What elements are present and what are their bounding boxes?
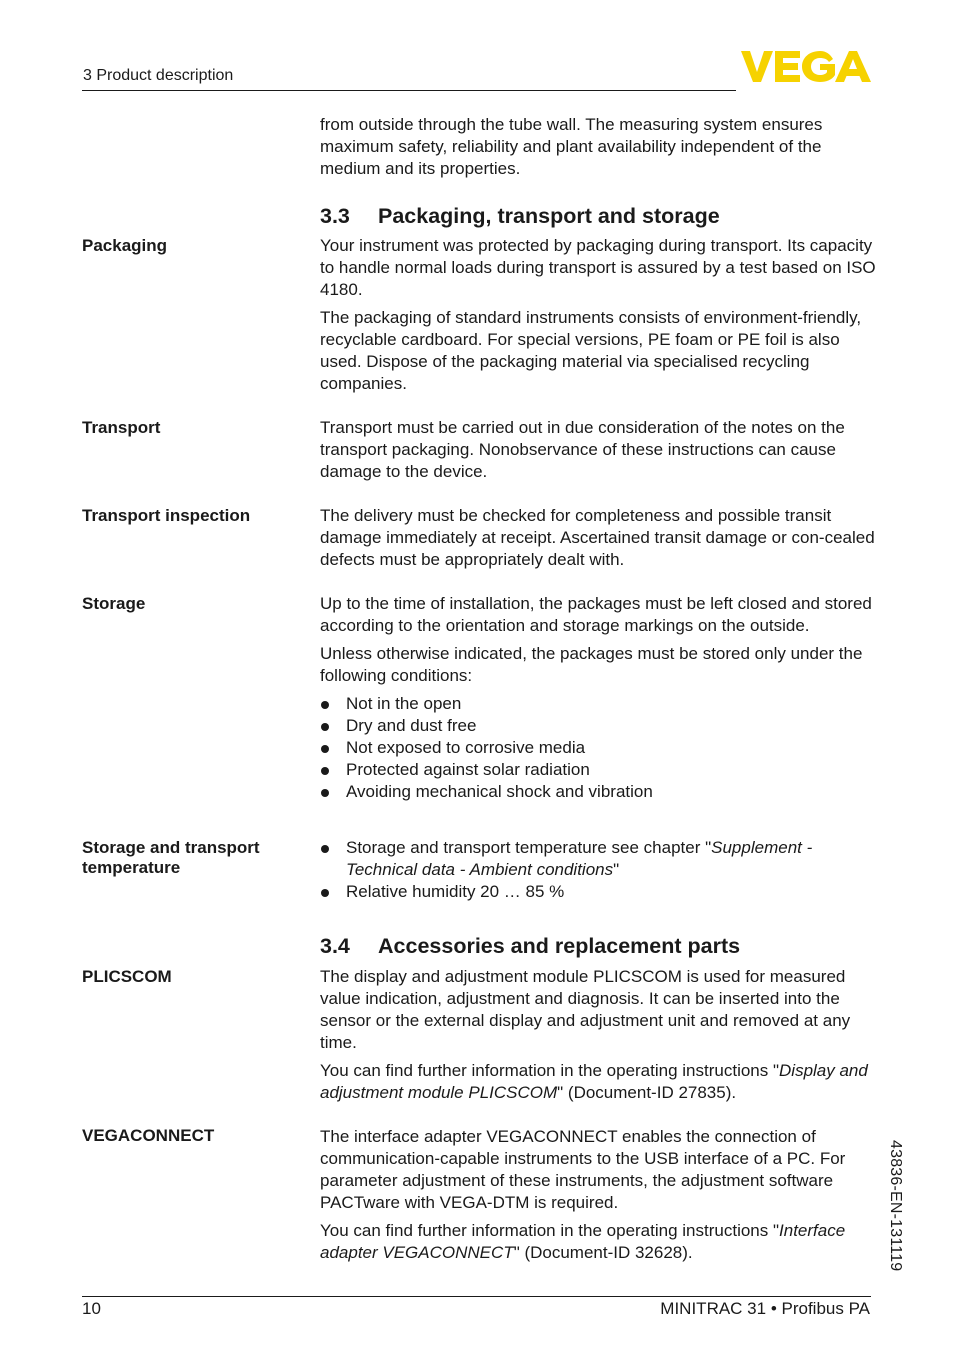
side-label-storage: Storage xyxy=(82,594,146,613)
section-number: 3.3 xyxy=(320,204,350,228)
paragraph: The delivery must be checked for completeness and possible transit damage immediately at receipt. Ascertained transit damage or con-cealed defects must be appropriately dealt with. xyxy=(320,506,875,569)
document-id: 43836-EN-131119 xyxy=(887,1140,904,1272)
vegaconnect-text xyxy=(320,1126,876,1264)
intro-paragraph: from outside through the tube wall. The measuring system ensures maximum safety, reliability and plant availability independent of the medium and its properties. xyxy=(320,115,823,178)
footer-rule xyxy=(82,1296,871,1297)
plicscom-text xyxy=(320,966,876,1104)
storage-text xyxy=(320,593,876,803)
side-label-transport: Transport xyxy=(82,418,161,437)
paragraph: Your instrument was protected by packaging during transport. Its capacity to handle normal loads during transport is assured by a test based on ISO 4180. xyxy=(320,236,876,299)
paragraph: The packaging of standard instruments consists of environment-friendly, recyclable cardboard. For special versions, PE foam or PE foil is also used. Dispose of the packaging material via specialised recycling companies. xyxy=(320,308,862,393)
storage-temperature-text xyxy=(320,837,876,903)
section-title: Packaging, transport and storage xyxy=(378,204,720,228)
side-label-transport-inspection: Transport inspection xyxy=(82,506,251,525)
list-item: Not in the open xyxy=(320,693,876,715)
list-item: Relative humidity 20 … 85 % xyxy=(320,881,876,903)
vega-logo xyxy=(741,50,872,83)
paragraph: You can find further information in the operating instructions "Interface adapter VEGACONNECT" (Document-ID 32628). xyxy=(320,1221,846,1262)
side-label-plicscom: PLICSCOM xyxy=(82,967,172,986)
running-header: 3 Product description xyxy=(83,67,234,84)
paragraph: Up to the time of installation, the packages must be left closed and stored according to the orientation and storage markings on the outside. xyxy=(320,594,872,635)
paragraph: The interface adapter VEGACONNECT enables the connection of communication-capable instruments to the USB interface of a PC. For parameter adjustment of these instruments, the adjustment software PACTware with VEGA-DTM is required. xyxy=(320,1127,846,1212)
paragraph: The display and adjustment module PLICSCOM is used for measured value indication, adjustment and diagnosis. It can be inserted into the sensor or the external display and adjustment unit and removed at any time. xyxy=(320,967,851,1052)
header-rule xyxy=(82,90,736,91)
packaging-text xyxy=(320,235,876,395)
transport-text xyxy=(320,417,876,483)
paragraph: Transport must be carried out in due consideration of the notes on the transport packaging. Nonobservance of these instructions can cause damage to the device. xyxy=(320,418,845,481)
page-number: 10 xyxy=(82,1299,101,1318)
list-item: Storage and transport temperature see chapter "Supplement - Technical data - Ambient conditions" xyxy=(320,837,876,881)
section-heading-3-4 xyxy=(320,934,740,959)
list-item: Not exposed to corrosive media xyxy=(320,737,876,759)
product-name: MINITRAC 31 • Profibus PA xyxy=(660,1299,870,1318)
side-label-storage-temperature: Storage and transport temperature xyxy=(82,838,260,877)
paragraph: Unless otherwise indicated, the packages must be stored only under the following conditions: xyxy=(320,644,863,685)
list-item: Dry and dust free xyxy=(320,715,876,737)
transport-inspection-text xyxy=(320,505,876,571)
list-item: Avoiding mechanical shock and vibration xyxy=(320,781,876,803)
section-title: Accessories and replacement parts xyxy=(378,934,741,958)
section-heading-3-3 xyxy=(320,204,720,229)
storage-conditions-list xyxy=(320,693,876,803)
side-label-vegaconnect: VEGACONNECT xyxy=(82,1126,215,1145)
list-item: Protected against solar radiation xyxy=(320,759,876,781)
side-label-packaging: Packaging xyxy=(82,236,168,255)
storage-temperature-list xyxy=(320,837,876,903)
section-number: 3.4 xyxy=(320,934,350,958)
paragraph: You can find further information in the operating instructions "Display and adjustment module PLICSCOM" (Document-ID 27835). xyxy=(320,1061,868,1102)
